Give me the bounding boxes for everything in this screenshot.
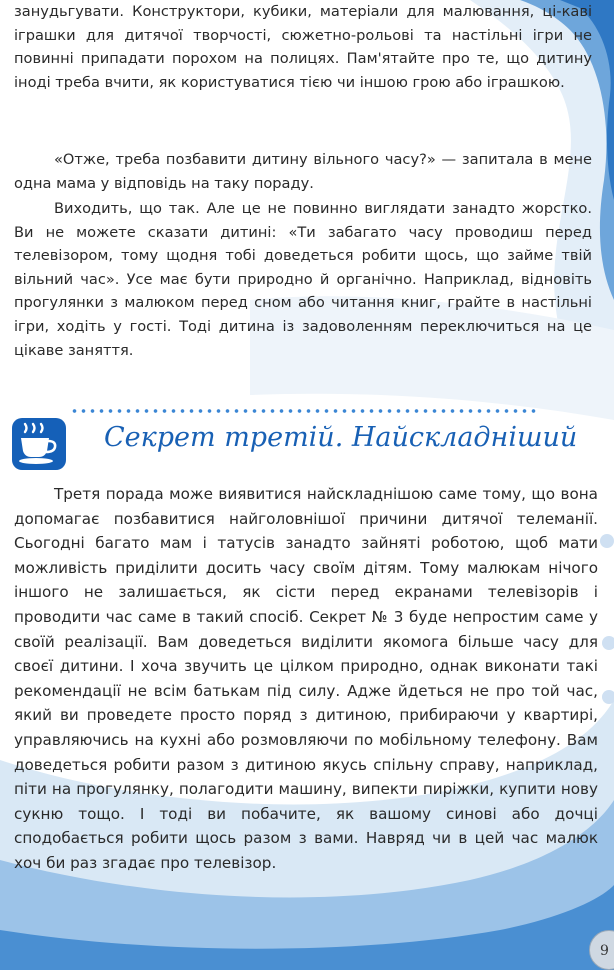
paragraph-4: Третя порада може виявитися найскладнішою саме тому, що вона допомагає позбавитися найголовнішої причини дитячої телеманії. Сьогодні багато мам і татусів занадто зайняті роботою, щоб мати можливість приділити досить часу своїм дітям. Тому малюкам нічого іншого не залишається, як сісти перед екранами телевізорів і проводити час саме в такий спосіб. Секрет № 3 буде непростим саме у своїй реалізації. Вам доведеться виділити якомога більше часу для своєї дитини. І хоча звучить це цілком природно, однак виконати такі рекомендації не всім батькам під силу. Адже йдеться не про той час, який ви проведете просто поряд з дитиною, прибираючи у квартирі, управляючись на кухні або розмовляючи по мобільному телефону. Вам доведеться робити разом з дитиною якусь спільну справу, наприклад, піти на прогулянку, полагодити машину, випекти пиріжки, купити нову сукню тощо. І тоді ви побачите, як вашому синові або дочці сподобається робити щось разом з вами. Навряд чи в цей час малюк хоч би раз згадає про телевізор. — [14, 485, 598, 872]
side-dot — [600, 534, 614, 548]
page-number: 9 — [589, 930, 614, 970]
side-dot — [602, 690, 614, 704]
side-dot — [602, 636, 614, 650]
section-title: Секрет третій. Найскладніший — [104, 422, 578, 453]
paragraph-3: Виходить, що так. Але це не повинно виглядати занадто жорстко. Ви не можете сказати дитині: «Ти забагато часу проводиш перед телевізором, тому щодня тобі доведеться робити щось, що займе твій вільний час». Усе має бути природно й органічно. Наприклад, відновіть прогулянки з малюком перед сном або читання книг, грайте в настільні ігри, ходіть у гості. Тоді дитина із задоволенням переключиться на це цікаве заняття. — [14, 200, 592, 359]
paragraph-2: «Отже, треба позбавити дитину вільного часу?» — запитала в мене одна мама у відповідь на таку пораду. — [14, 151, 592, 192]
coffee-cup-icon — [12, 418, 66, 470]
heading-dotted-line — [70, 408, 540, 414]
paragraph-1: занудьгувати. Конструктори, кубики, матеріали для малювання, ці-каві іграшки для дитячої творчості, сюжетно-рольові та настільні ігри не повинні припадати порохом на полицях. Пам'ятайте про те, що дитину іноді треба вчити, як користуватися тією чи іншою грою або іграшкою. — [14, 3, 592, 91]
